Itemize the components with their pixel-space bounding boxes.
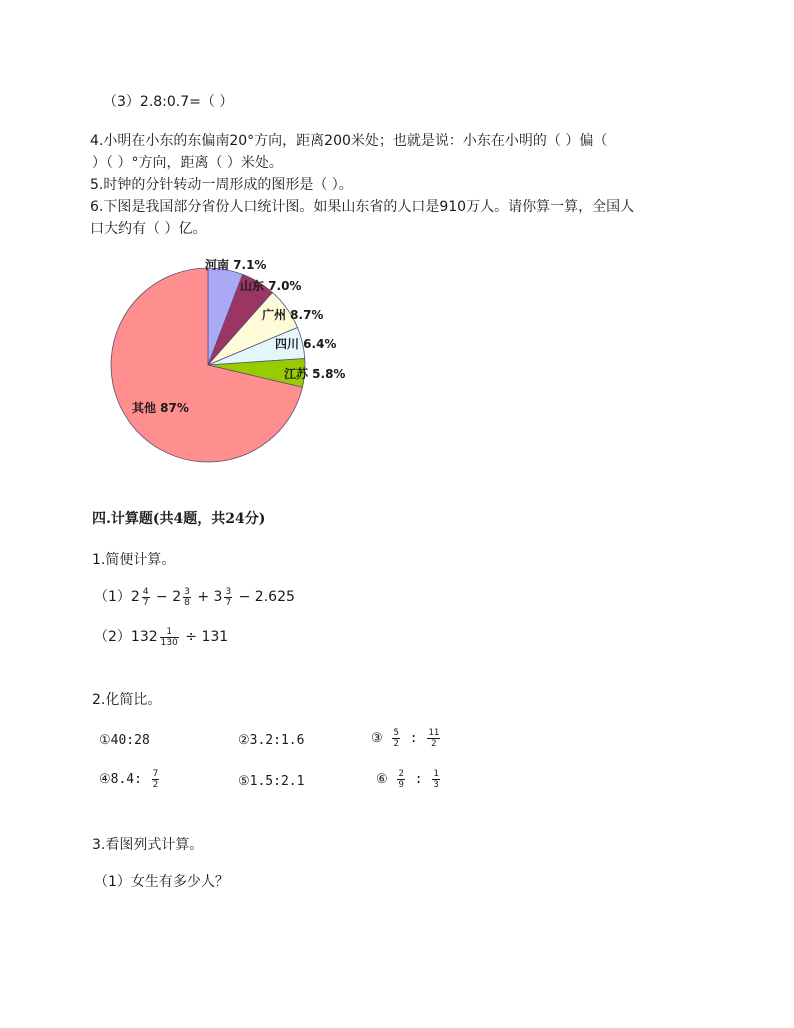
question-6-line-2: 口大约有（ ）亿。 [90,221,207,237]
pie-label-1: 山东 7.0% [240,279,302,293]
calc-3-part-1: （1）女生有多少人？ [94,874,229,890]
fraction-b [432,769,439,790]
calc-3-title: 3.看图列式计算。 [92,837,204,853]
rest: ÷ 131 [180,629,229,645]
fraction [152,769,159,790]
numerator: 7 [152,769,159,779]
separator: : [406,772,431,787]
pie-label-0: 河南 7.1% [205,258,267,272]
ratio-1: ①40:28 [99,733,150,748]
prefix: ③ [371,731,391,746]
numerator: 3 [225,586,232,597]
fraction-b [427,728,440,749]
calc-1-part-1 [94,586,295,608]
prefix: （2） [94,629,131,645]
denominator: 8 [184,597,190,608]
question-6-line-1: 6.下图是我国部分省份人口统计图。如果山东省的人口是910万人。请你算一算，全国人 [90,199,635,215]
numerator: 11 [428,728,440,738]
calc-1-title: 1.简便计算。 [92,552,176,568]
ratio-4 [99,769,161,790]
denominator: 130 [160,637,178,648]
fraction-a [397,769,404,790]
denominator: 3 [433,780,439,790]
pie-label-5: 其他 87% [132,401,189,415]
population-pie-chart [100,255,390,470]
fraction-3 [224,587,232,608]
question-5: 5.时钟的分针转动一周形成的图形是（ ）。 [90,177,353,193]
whole-1: 2 [130,589,140,605]
fraction [160,627,179,648]
numerator: 3 [184,586,190,597]
separator: : [401,731,426,746]
numerator: 1 [433,769,439,779]
question-3: （3）2.8:0.7=（ ） [103,94,234,110]
question-4-line-1: 4.小明在小东的东偏南20°方向，距离200米处；也就是说：小东在小明的（ ）偏（ [90,133,608,149]
numerator: 2 [398,769,404,779]
numerator: 4 [142,586,149,597]
whole: 132 [130,629,158,645]
numerator: 1 [160,627,179,638]
fraction-1 [142,587,150,608]
denominator: 9 [398,780,404,790]
operator-3: − 2.625 [234,589,295,605]
ratio-6 [376,769,442,790]
pie-label-4: 江苏 5.8% [284,367,346,381]
denominator: 7 [142,597,149,608]
operator-1: − [151,589,173,605]
ratio-2: ②3.2:1.6 [238,733,305,748]
prefix: ⑥ [376,772,396,787]
fraction-2 [183,587,191,608]
denominator: 2 [393,739,399,749]
numerator: 5 [393,728,399,738]
fraction-a [392,728,399,749]
denominator: 7 [225,597,232,608]
prefix: （1） [94,589,131,605]
pie-label-2: 广州 8.7% [262,308,324,322]
ratio-5: ⑤1.5:2.1 [238,774,305,789]
question-4-line-2: ）（ ）°方向，距离（ ）米处。 [92,155,283,171]
section-4-title: 四.计算题(共4题，共24分) [92,511,266,527]
pie-label-3: 四川 6.4% [275,337,337,351]
whole-2: 2 [172,589,182,605]
prefix: ④8.4: [99,772,150,787]
operator-2: + [192,589,214,605]
denominator: 2 [431,739,437,749]
calc-2-title: 2.化简比。 [92,692,162,708]
whole-3: 3 [213,589,223,605]
ratio-3 [371,728,442,749]
denominator: 2 [152,780,159,790]
calc-1-part-2 [94,626,228,648]
